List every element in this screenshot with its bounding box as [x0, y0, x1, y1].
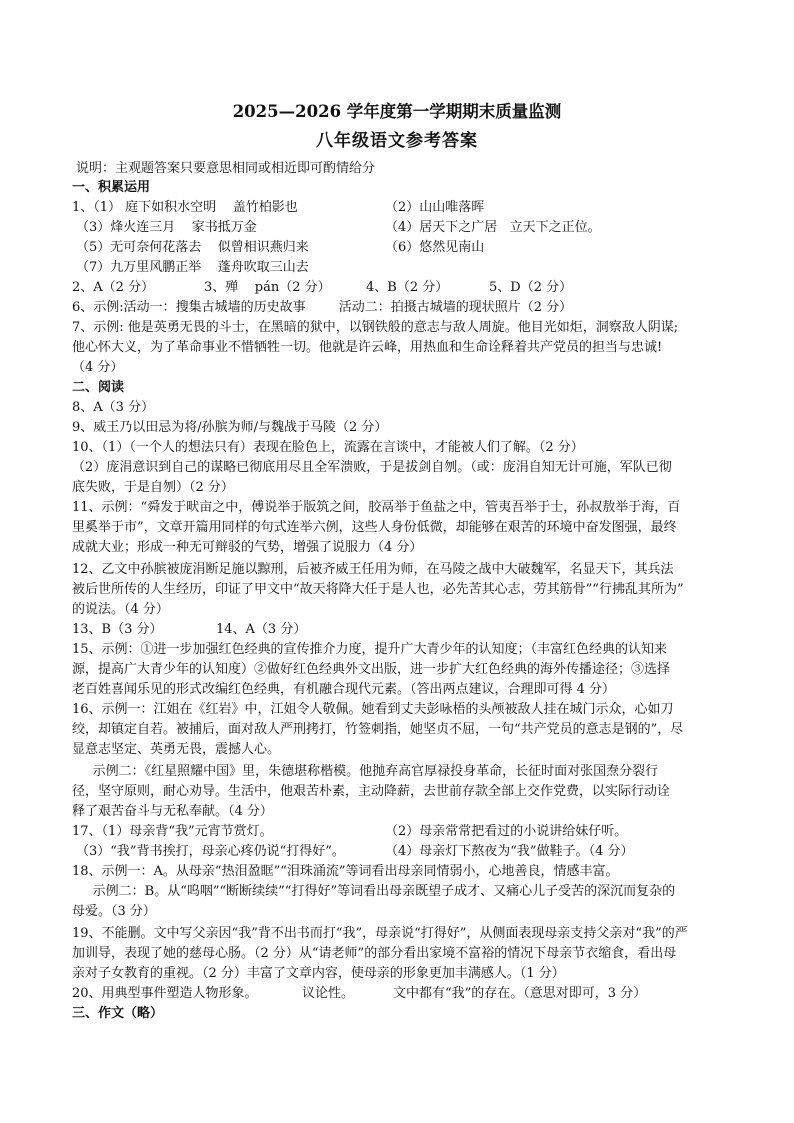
- grading-note: 说明：主观题答案只要意思相同或相近即可酌情给分: [76, 161, 376, 176]
- q10-line-2: （2）庞涓意识到自己的谋略已彻底用尽且全军溃败，于是拔剑自刎。（或：庞涓自知无计可施，军队已彻: [72, 460, 672, 475]
- q11-line-1: 11、示例：“舜发于畎亩之中，傅说举于版筑之间，胶鬲举于鱼盐之中，管夷吾举于士，孙叔敖举于海，百: [72, 500, 681, 515]
- answer-key-title: 八年级语文参考答案: [316, 131, 478, 151]
- q1-item-5: （5）无可奈何花落去 似曾相识燕归来: [76, 240, 309, 255]
- q12-line-1: 12、乙文中孙膑被庞涓断足施以黥刑，后被齐威王任用为师，在马陵之战中大破魏军，名显天下，其兵法: [72, 562, 674, 577]
- q6-answer: 6、示例:活动一：搜集古城墙的历史故事 活动二：拍摄古城墙的现状照片（2 分）: [72, 300, 573, 315]
- q15-line-2: 源，提高广大青少年的认知度）②做好红色经典外文出版，进一步扩大红色经典的海外传播途径；③选择: [72, 662, 671, 677]
- q17-item-1: 17、（1）母亲背“我”元宵节赏灯。: [72, 824, 273, 839]
- q11-line-3: 成就大业；形成一种无可辩驳的气势，增强了说服力（4 分）: [72, 540, 423, 555]
- q15-line-1: 15、示例：①进一步加强红色经典的宣传推介力度，提升广大青少年的认知度；（丰富红色经典的认知来: [72, 642, 668, 657]
- q7-line-2: 他心怀大义，为了革命事业不惜牺牲一切。他就是许云峰，用热血和生命诠释着共产党员的担当与忠诚!: [72, 340, 663, 355]
- q5-answer: 5、D（2 分）: [489, 280, 573, 295]
- q18-line-1: 18、示例一：A。从母亲“热泪盈眶”“泪珠涌流”等词看出母亲同情弱小，心地善良，情感丰富。: [72, 864, 619, 879]
- q1-item-6: （6）悠然见南山: [385, 240, 485, 255]
- q8-answer: 8、A（3 分）: [72, 400, 155, 415]
- q1-item-2: （2）山山唯落晖: [385, 200, 485, 215]
- q19-line-1: 19、不能删。文中写父亲因“我”背不出书而打“我”，母亲说“打得好”，从侧面表现母亲支持父亲对“我”的严: [72, 926, 688, 941]
- q2-answer: 2、A（2 分）: [72, 280, 155, 295]
- q16-line-6: 释了艰苦奋斗与无私奉献。（4 分）: [72, 804, 273, 819]
- q1-item-1: 1、（1） 庭下如积水空明 盖竹柏影也: [72, 200, 298, 215]
- q3-answer: 3、殚 pán（2 分）: [204, 280, 331, 295]
- q7-line-1: 7、示例: 他是英勇无畏的斗士，在黑暗的狱中，以钢铁般的意志与敌人周旋。他目光如炬，洞察敌人阴谋;: [72, 320, 679, 335]
- q18-line-2: 示例二：B。从“呜咽”“断断续续”“打得好”等词看出母亲既望子成才、又痛心儿子受苦的深沉而复杂的: [72, 884, 676, 899]
- q15-line-3: 老百姓喜闻乐见的形式改编红色经典，有机融合现代元素。（答出两点建议，合理即可得 4 分）: [72, 682, 616, 697]
- q20-part-3: 文中都有“我”的存在。（意思对即可，3 分）: [393, 986, 647, 1001]
- section-reading: 二、阅读: [72, 380, 125, 395]
- q16-line-5: 径，坚守原则，耐心劝导。生活中，他艰苦朴素，主动降薪，去世前存款全部上交作党费，以实际行动诠: [72, 784, 671, 799]
- q16-line-1: 16、示例一：江姐在《红岩》中，江姐令人敬佩。她看到丈夫彭咏梧的头颅被敌人挂在城门示众，心如刀: [72, 702, 674, 717]
- exam-title: 2025—2026 学年度第一学期期末质量监测: [232, 102, 562, 121]
- q17-item-4: （4）母亲灯下熬夜为“我”做鞋子。（4 分）: [385, 844, 634, 859]
- section-composition: 三、作文（略）: [72, 1006, 164, 1021]
- q11-line-2: 里奚举于市”，文章开篇用同样的句式连举六例，这些人身份低微，却能够在艰苦的环境中奋发图强，最终: [72, 520, 677, 535]
- q16-line-2: 绞，却镇定自若。被捕后，面对敌人严刑拷打，竹签刺指，她坚贞不屈，一句“共产党员的意志是钢的”，尽: [72, 722, 684, 737]
- q14-answer: 14、A（3 分）: [216, 622, 307, 637]
- q20-part-1: 20、用典型事件塑造人物形象。: [72, 986, 258, 1001]
- q12-line-2: 被后世所传的人生经历，印证了甲文中“故天将降大任于是人也，必先苦其心志，劳其筋骨”“行拂乱其所为”: [72, 582, 684, 597]
- q19-line-2: 加训导，表现了她的慈母心肠。（2 分）从“请老师”的部分看出家境不富裕的情况下母亲节衣缩食，看出母: [72, 946, 677, 961]
- q18-line-3: 母爱。（3 分）: [72, 904, 156, 919]
- q10-line-1: 10、（1）（一个人的想法只有）表现在脸色上，流露在言谈中，才能被人们了解。（2 分）: [72, 440, 584, 455]
- q16-line-3: 显意志坚定、英勇无畏，震撼人心。: [72, 742, 281, 757]
- q7-line-3: （4 分）: [72, 360, 124, 375]
- q19-line-3: 亲对子女教育的重视。（2 分）丰富了文章内容，使母亲的形象更加丰满感人。（1 分）: [72, 966, 565, 981]
- q16-line-4: 示例二：《红星照耀中国》里，朱德堪称楷模。他抛弃高官厚禄投身革命，长征时面对张国焘分裂行: [72, 764, 659, 779]
- section-accumulation: 一、积累运用: [72, 180, 151, 195]
- q20-part-2: 议论性。: [302, 986, 355, 1001]
- q17-item-3: （3）“我”背书挨打，母亲心疼仍说“打得好”。: [76, 844, 345, 859]
- q17-item-2: （2）母亲常常把看过的小说讲给妹仔听。: [385, 824, 628, 839]
- q10-line-3: 底失败，于是自刎）（2 分）: [72, 480, 234, 495]
- q4-answer: 4、B（2 分）: [366, 280, 449, 295]
- q9-answer: 9、威王乃以田忌为将/孙膑为师/与魏战于马陵（2 分）: [72, 420, 388, 435]
- q13-answer: 13、B（3 分）: [72, 622, 163, 637]
- q1-item-3: （3）烽火连三月 家书抵万金: [76, 220, 257, 235]
- q1-item-4: （4）居天下之广居 立天下之正位。: [385, 220, 601, 235]
- q1-item-7: （7）九万里风鹏正举 蓬舟吹取三山去: [76, 260, 309, 275]
- q12-line-3: 的说法。（4 分）: [72, 602, 169, 617]
